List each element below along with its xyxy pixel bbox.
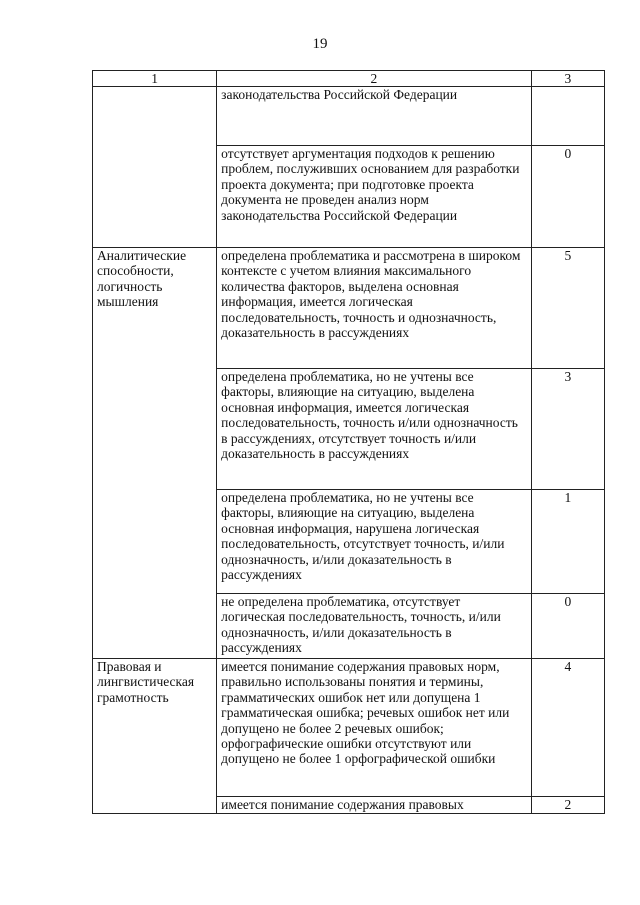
score-cell <box>531 594 604 659</box>
score-value: 2 <box>564 797 572 812</box>
description-cell <box>217 369 532 490</box>
score-cell <box>531 146 604 248</box>
score-value: 1 <box>564 490 572 505</box>
description-text: имеется понимание содержания правовых норм, правильно использованы понятия и термины, грамматических ошибок нет или допущена 1 грамматическая ошибка; речевых ошибок нет или допущено не более 2 речевых ошибок; орфографические ошибки отсутствуют или допущено не более 1 орфографической ошибки <box>221 659 510 767</box>
description-cell <box>217 248 532 369</box>
score-value: 0 <box>564 146 572 161</box>
score-cell <box>531 248 604 369</box>
score-value: 4 <box>564 659 572 674</box>
score-cell <box>531 797 604 814</box>
table-row <box>93 248 605 369</box>
criterion-cell <box>93 248 217 659</box>
score-value: 0 <box>564 594 572 609</box>
description-text: не определена проблематика, отсутствует логическая последовательность, точность, и/или однозначность, и/или доказательность в рассуждениях <box>221 594 501 656</box>
score-cell <box>531 87 604 146</box>
criterion-cell <box>93 87 217 248</box>
table-row <box>93 659 605 797</box>
score-cell <box>531 659 604 797</box>
description-text: определена проблематика, но не учтены все факторы, влияющие на ситуацию, выделена основная информация, имеется логическая последовательность, точность и/или однозначность в рассуждениях, отсутствует точность и/или доказательность в рассуждениях <box>221 369 518 462</box>
description-text: имеется понимание содержания правовых <box>221 797 464 812</box>
criterion-label: Правовая и лингвистическая грамотность <box>97 659 195 705</box>
score-value: 3 <box>564 369 572 384</box>
description-text: законодательства Российской Федерации <box>221 87 458 102</box>
criterion-cell <box>93 659 217 814</box>
score-value: 5 <box>564 248 572 263</box>
column-header-1: 1 <box>93 71 217 87</box>
description-text: отсутствует аргументация подходов к решению проблем, послуживших основанием для разработки проекта документа; при подготовке проекта документа не проведен анализ норм законодательства Российской Федерации <box>221 146 520 223</box>
description-cell <box>217 490 532 594</box>
criterion-label: Аналитические способности, логичность мышления <box>97 248 187 310</box>
description-text: определена проблематика, но не учтены все факторы, влияющие на ситуацию, выделена основная информация, нарушена логическая последовательность, отсутствует точность, и/или однозначность, и/или доказательность в рассуждениях <box>221 490 505 583</box>
description-cell <box>217 146 532 248</box>
description-cell <box>217 659 532 797</box>
score-cell <box>531 490 604 594</box>
score-cell <box>531 369 604 490</box>
table-header-row <box>93 71 605 87</box>
column-header-3: 3 <box>531 71 604 87</box>
page-number: 19 <box>312 36 328 52</box>
description-cell <box>217 594 532 659</box>
evaluation-criteria-table <box>92 70 605 814</box>
column-header-2: 2 <box>217 71 532 87</box>
table-row <box>93 87 605 146</box>
description-cell <box>217 797 532 814</box>
description-cell <box>217 87 532 146</box>
description-text: определена проблематика и рассмотрена в широком контексте с учетом влияния максимального количества факторов, выделена основная информация, имеется логическая последовательность, точность и однозначность, доказательность в рассуждениях <box>221 248 521 341</box>
